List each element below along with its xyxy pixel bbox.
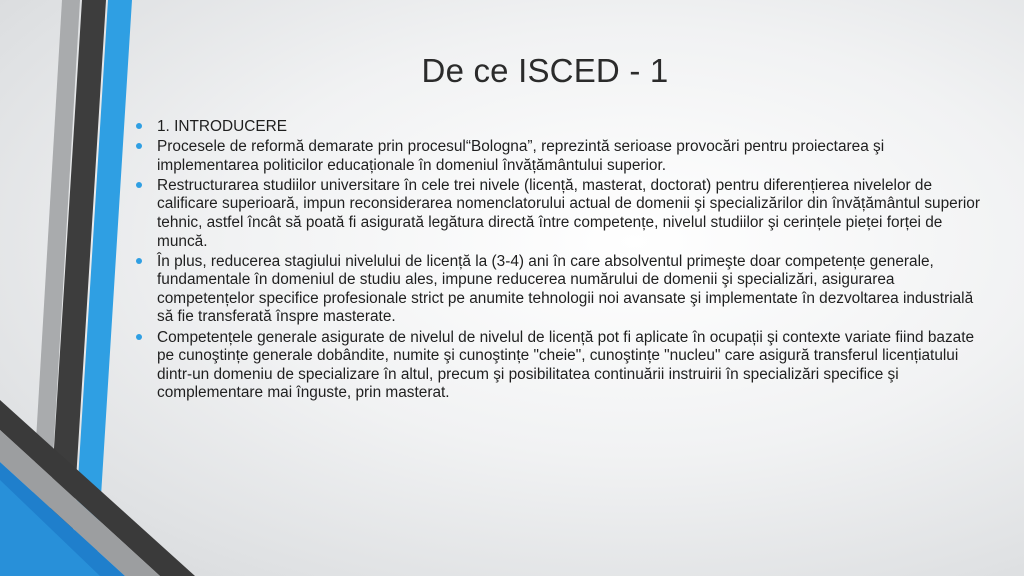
bullet-text: 1. INTRODUCERE bbox=[157, 118, 287, 135]
bullet-icon bbox=[136, 123, 142, 129]
bullet-text: Restructurarea studiilor universitare în cele trei nivele (licență, masterat, doctorat) pentru diferențierea nivelelor de calificare superioară, impun reconsiderarea nomenclatorului actual de domenii şi specializărilor din învățământul superior tehnic, astfel încât să poată fi asigurată legătura directă între competențe, nivelul studiilor şi cerințele pieței forței de muncă. bbox=[157, 176, 980, 250]
bullet-text: În plus, reducerea stagiului nivelului de licență la (3-4) ani în care absolventul primeşte doar competențe generale, fundamentale în domeniul de studiu ales, impune reducerea numărului de domenii şi specializări, asigurarea competențelor specifice profesionale strict pe anumite tehnologii noi avansate şi implementate în dezvoltarea industrială să fie transferată înspre masterate. bbox=[157, 252, 974, 326]
bullet-icon bbox=[136, 334, 142, 340]
bullet-item bbox=[136, 177, 981, 251]
bullet-list bbox=[136, 118, 981, 404]
bullet-icon bbox=[136, 143, 142, 149]
bullet-icon bbox=[136, 258, 142, 264]
bullet-item bbox=[136, 329, 981, 403]
bullet-text: Competențele generale asigurate de nivelul de nivelul de licență pot fi aplicate în ocupații şi contexte variate fiind bazate pe cunoştințe generale dobândite, numite şi cunoştințe "cheie", cunoştințe "nucleu" care asigură transferul licențiatului dintr-un domeniu de specializare în altul, precum şi posibilitatea continuării instruirii în specializări specifice şi complementare mai înguste, prin masterat. bbox=[157, 328, 975, 402]
bullet-icon bbox=[136, 182, 142, 188]
bullet-item bbox=[136, 118, 981, 137]
slide-title: De ce ISCED - 1 bbox=[421, 52, 669, 89]
bullet-item bbox=[136, 138, 981, 175]
bullet-item bbox=[136, 253, 981, 327]
bullet-text: Procesele de reformă demarate prin procesul“Bologna”, reprezintă serioase provocări pentru proiectarea şi implementarea politicilor educaționale în domeniul învățământului superior. bbox=[157, 138, 885, 174]
